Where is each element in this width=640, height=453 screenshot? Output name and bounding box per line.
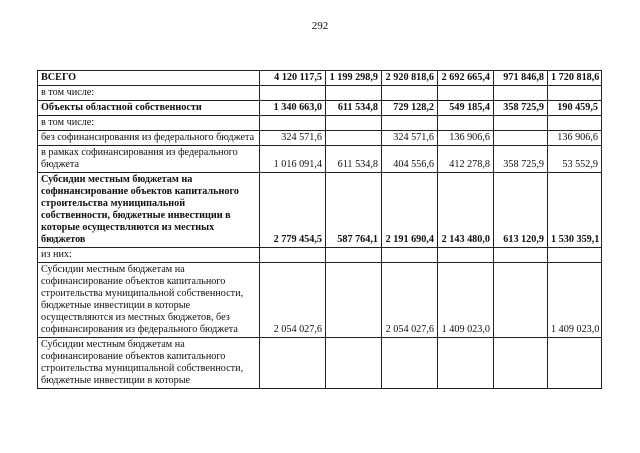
value-cell xyxy=(494,263,548,338)
table-row xyxy=(38,146,602,173)
value-cell: 2 779 454,5 xyxy=(260,173,326,248)
table-row xyxy=(38,71,602,86)
value-cell: 4 120 117,5 xyxy=(260,71,326,86)
value-cell xyxy=(494,116,548,131)
row-label: без софинансирования из федерального бюджета xyxy=(38,131,260,146)
value-cell: 587 764,1 xyxy=(326,173,382,248)
row-label: ВСЕГО xyxy=(38,71,260,86)
value-cell xyxy=(382,248,438,263)
table-row xyxy=(38,131,602,146)
row-label: в рамках софинансирования из федерального бюджета xyxy=(38,146,260,173)
value-cell xyxy=(494,248,548,263)
value-cell xyxy=(438,86,494,101)
table-row xyxy=(38,101,602,116)
table-row xyxy=(38,248,602,263)
table-row xyxy=(38,338,602,389)
value-cell xyxy=(548,116,602,131)
row-label: Объекты областной собственности xyxy=(38,101,260,116)
value-cell xyxy=(260,338,326,389)
row-label: Субсидии местным бюджетам на софинансирование объектов капитального строительства муниципальной собственности, бюджетные инвестиции в которые осуществляются из местных бюджетов xyxy=(38,173,260,248)
value-cell xyxy=(326,248,382,263)
value-cell: 136 906,6 xyxy=(548,131,602,146)
value-cell: 2 692 665,4 xyxy=(438,71,494,86)
value-cell: 549 185,4 xyxy=(438,101,494,116)
value-cell: 358 725,9 xyxy=(494,146,548,173)
value-cell: 136 906,6 xyxy=(438,131,494,146)
value-cell xyxy=(494,338,548,389)
budget-table xyxy=(37,70,602,389)
row-label: в том числе: xyxy=(38,86,260,101)
table-row xyxy=(38,86,602,101)
row-label: в том числе: xyxy=(38,116,260,131)
value-cell: 1 199 298,9 xyxy=(326,71,382,86)
value-cell: 1 409 023,0 xyxy=(438,263,494,338)
value-cell xyxy=(548,86,602,101)
row-label: Субсидии местным бюджетам на софинансирование объектов капитального строительства муниципальной собственности, бюджетные инвестиции в которые осуществляются из местных бюджетов, без софинансирования из федерального бюджета xyxy=(38,263,260,338)
value-cell xyxy=(260,248,326,263)
value-cell xyxy=(382,116,438,131)
value-cell xyxy=(326,86,382,101)
value-cell: 729 128,2 xyxy=(382,101,438,116)
value-cell xyxy=(494,131,548,146)
value-cell xyxy=(494,86,548,101)
value-cell xyxy=(326,131,382,146)
page-number: 292 xyxy=(311,20,329,32)
value-cell: 2 054 027,6 xyxy=(382,263,438,338)
value-cell: 324 571,6 xyxy=(382,131,438,146)
value-cell xyxy=(382,86,438,101)
row-label: из них: xyxy=(38,248,260,263)
value-cell: 611 534,8 xyxy=(326,101,382,116)
value-cell: 1 720 818,6 xyxy=(548,71,602,86)
value-cell: 53 552,9 xyxy=(548,146,602,173)
value-cell: 971 846,8 xyxy=(494,71,548,86)
value-cell xyxy=(326,116,382,131)
table-row xyxy=(38,173,602,248)
value-cell xyxy=(438,338,494,389)
table-row xyxy=(38,263,602,338)
value-cell xyxy=(438,116,494,131)
value-cell: 404 556,6 xyxy=(382,146,438,173)
value-cell: 2 054 027,6 xyxy=(260,263,326,338)
value-cell: 2 191 690,4 xyxy=(382,173,438,248)
value-cell xyxy=(260,116,326,131)
value-cell: 613 120,9 xyxy=(494,173,548,248)
value-cell: 1 340 663,0 xyxy=(260,101,326,116)
value-cell: 324 571,6 xyxy=(260,131,326,146)
value-cell: 2 920 818,6 xyxy=(382,71,438,86)
value-cell xyxy=(326,338,382,389)
value-cell: 611 534,8 xyxy=(326,146,382,173)
table-row xyxy=(38,116,602,131)
value-cell xyxy=(260,86,326,101)
value-cell: 1 530 359,1 xyxy=(548,173,602,248)
value-cell xyxy=(326,263,382,338)
value-cell xyxy=(382,338,438,389)
value-cell: 190 459,5 xyxy=(548,101,602,116)
value-cell xyxy=(548,338,602,389)
value-cell: 1 016 091,4 xyxy=(260,146,326,173)
value-cell: 1 409 023,0 xyxy=(548,263,602,338)
value-cell xyxy=(548,248,602,263)
row-label: Субсидии местным бюджетам на софинансирование объектов капитального строительства муниципальной собственности, бюджетные инвестиции в которые xyxy=(38,338,260,389)
value-cell: 2 143 480,0 xyxy=(438,173,494,248)
value-cell: 358 725,9 xyxy=(494,101,548,116)
value-cell: 412 278,8 xyxy=(438,146,494,173)
value-cell xyxy=(438,248,494,263)
